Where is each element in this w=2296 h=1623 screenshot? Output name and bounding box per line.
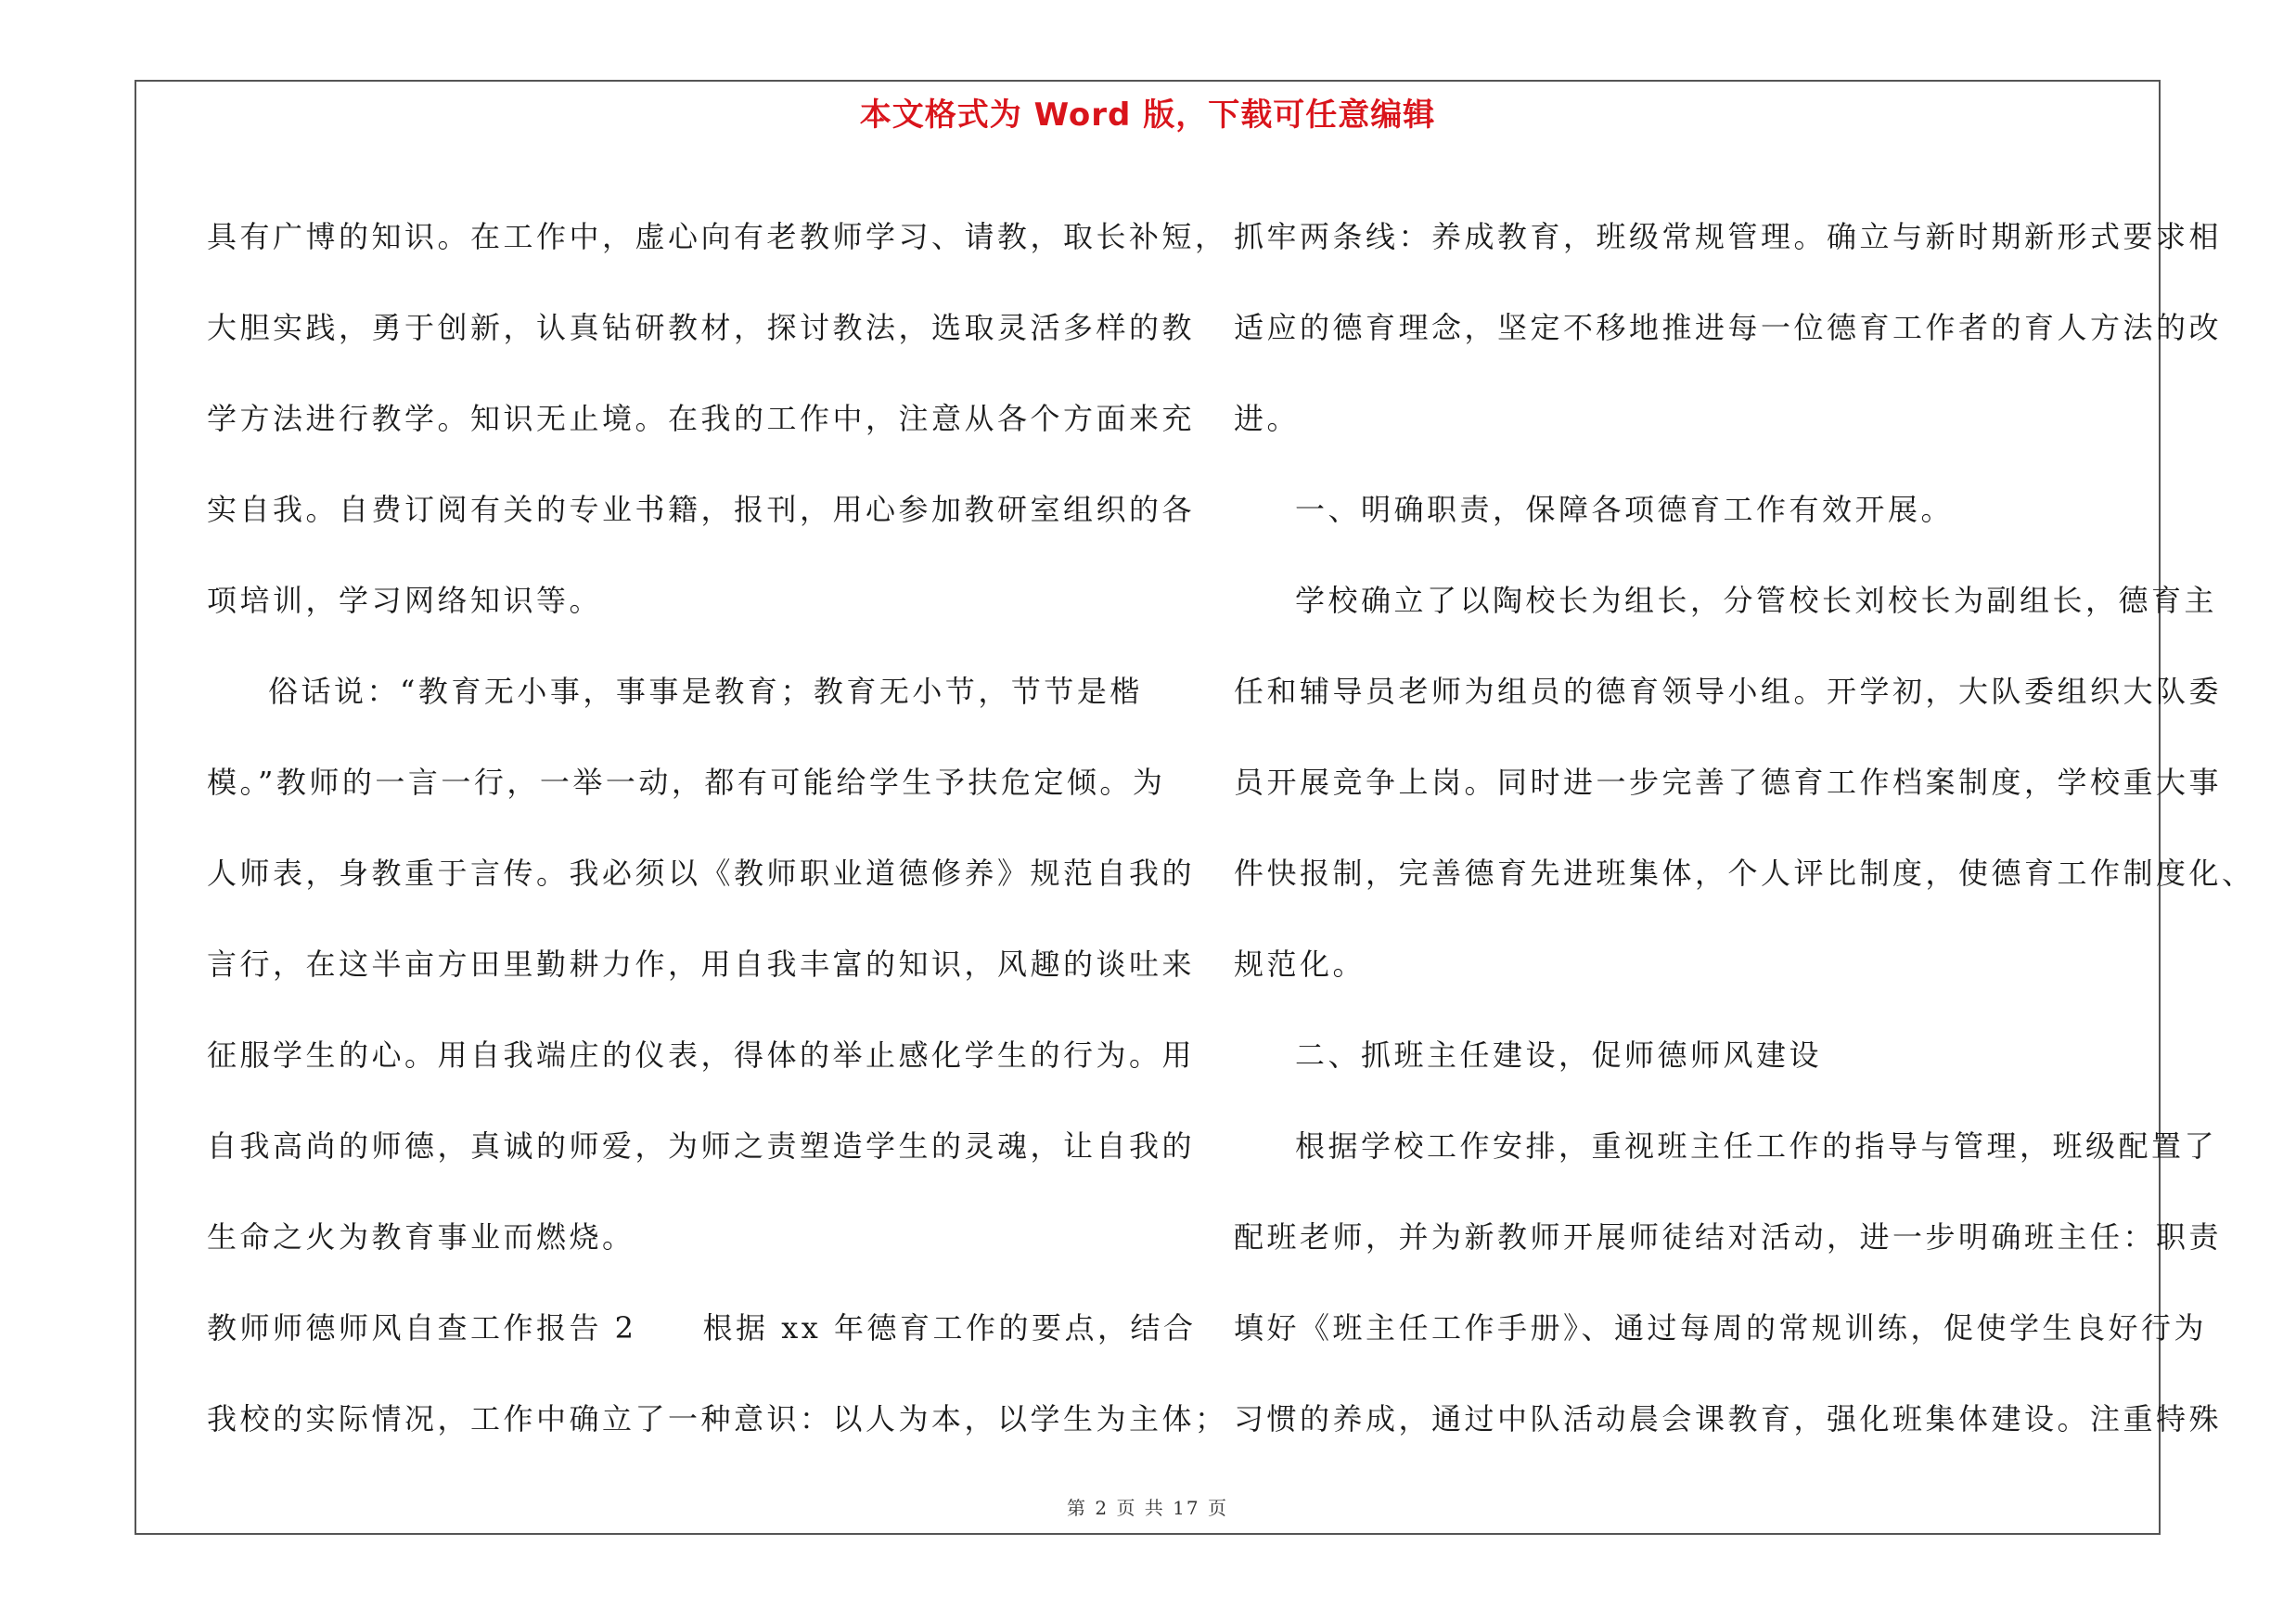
text-line: 生命之火为教育事业而燃烧。 (207, 1219, 635, 1255)
page-frame (135, 80, 2255, 1535)
left-column (207, 191, 1228, 1464)
text-line: 具有广博的知识。在工作中，虚心向有老教师学习、请教，取长补短， (207, 219, 1228, 254)
text-line: 适应的德育理念，坚定不移地推进每一位德育工作者的育人方法的改 (1234, 310, 2223, 345)
text-line: 员开展竞争上岗。同时进一步完善了德育工作档案制度，学校重大事 (1234, 765, 2223, 800)
text-line: 配班老师，并为新教师开展师徒结对活动，进一步明确班主任：职责 (1234, 1219, 2223, 1255)
text-line: 言行，在这半亩方田里勤耕力作，用自我丰富的知识，风趣的谈吐来 (207, 947, 1196, 982)
text-line: 自我高尚的师德，真诚的师爱，为师之责塑造学生的灵魂，让自我的 (207, 1128, 1196, 1164)
text-line: 俗话说：“教育无小事，事事是教育；教育无小节，节节是楷 (268, 674, 1143, 709)
format-banner: 本文格式为 Word 版，下载可任意编辑 (859, 97, 1436, 134)
text-line: 填好《班主任工作手册》、通过每周的常规训练，促使学生良好行为 (1234, 1310, 2208, 1346)
text-line: 规范化。 (1234, 947, 1366, 982)
text-line: 进。 (1234, 401, 1301, 436)
text-line: 件快报制，完善德育先进班集体，个人评比制度，使德育工作制度化、 (1234, 856, 2255, 891)
section-heading-line: 教师师德师风自查工作报告 2 根据 xx 年德育工作的要点，结合 (207, 1310, 1197, 1346)
text-line: 大胆实践，勇于创新，认真钻研教材，探讨教法，选取灵活多样的教 (207, 310, 1196, 345)
text-line: 任和辅导员老师为组员的德育领导小组。开学初，大队委组织大队委 (1234, 674, 2223, 709)
text-line: 根据学校工作安排，重视班主任工作的指导与管理，班级配置了 (1295, 1128, 2218, 1164)
page-number-footer: 第 2 页 共 17 页 (1067, 1497, 1228, 1519)
text-line: 抓牢两条线：养成教育，班级常规管理。确立与新时期新形式要求相 (1234, 219, 2223, 254)
section-heading-line: 二、抓班主任建设，促师德师风建设 (1295, 1037, 1823, 1073)
text-line: 我校的实际情况，工作中确立了一种意识：以人为本，以学生为主体； (207, 1401, 1228, 1436)
right-column (1234, 191, 2255, 1464)
text-line: 学校确立了以陶校长为组长，分管校长刘校长为副组长，德育主 (1295, 583, 2218, 618)
text-line: 习惯的养成，通过中队活动晨会课教育，强化班集体建设。注重特殊 (1234, 1401, 2223, 1436)
text-line: 实自我。自费订阅有关的专业书籍，报刊，用心参加教研室组织的各 (207, 492, 1196, 527)
text-line: 人师表，身教重于言传。我必须以《教师职业道德修养》规范自我的 (207, 856, 1196, 891)
text-line: 征服学生的心。用自我端庄的仪表，得体的举止感化学生的行为。用 (207, 1037, 1196, 1073)
text-line: 项培训，学习网络知识等。 (207, 583, 603, 618)
text-line: 学方法进行教学。知识无止境。在我的工作中，注意从各个方面来充 (207, 401, 1196, 436)
section-heading-line: 一、明确职责，保障各项德育工作有效开展。 (1295, 492, 1955, 527)
text-line: 模。”教师的一言一行，一举一动，都有可能给学生予扶危定倾。为 (207, 765, 1166, 800)
